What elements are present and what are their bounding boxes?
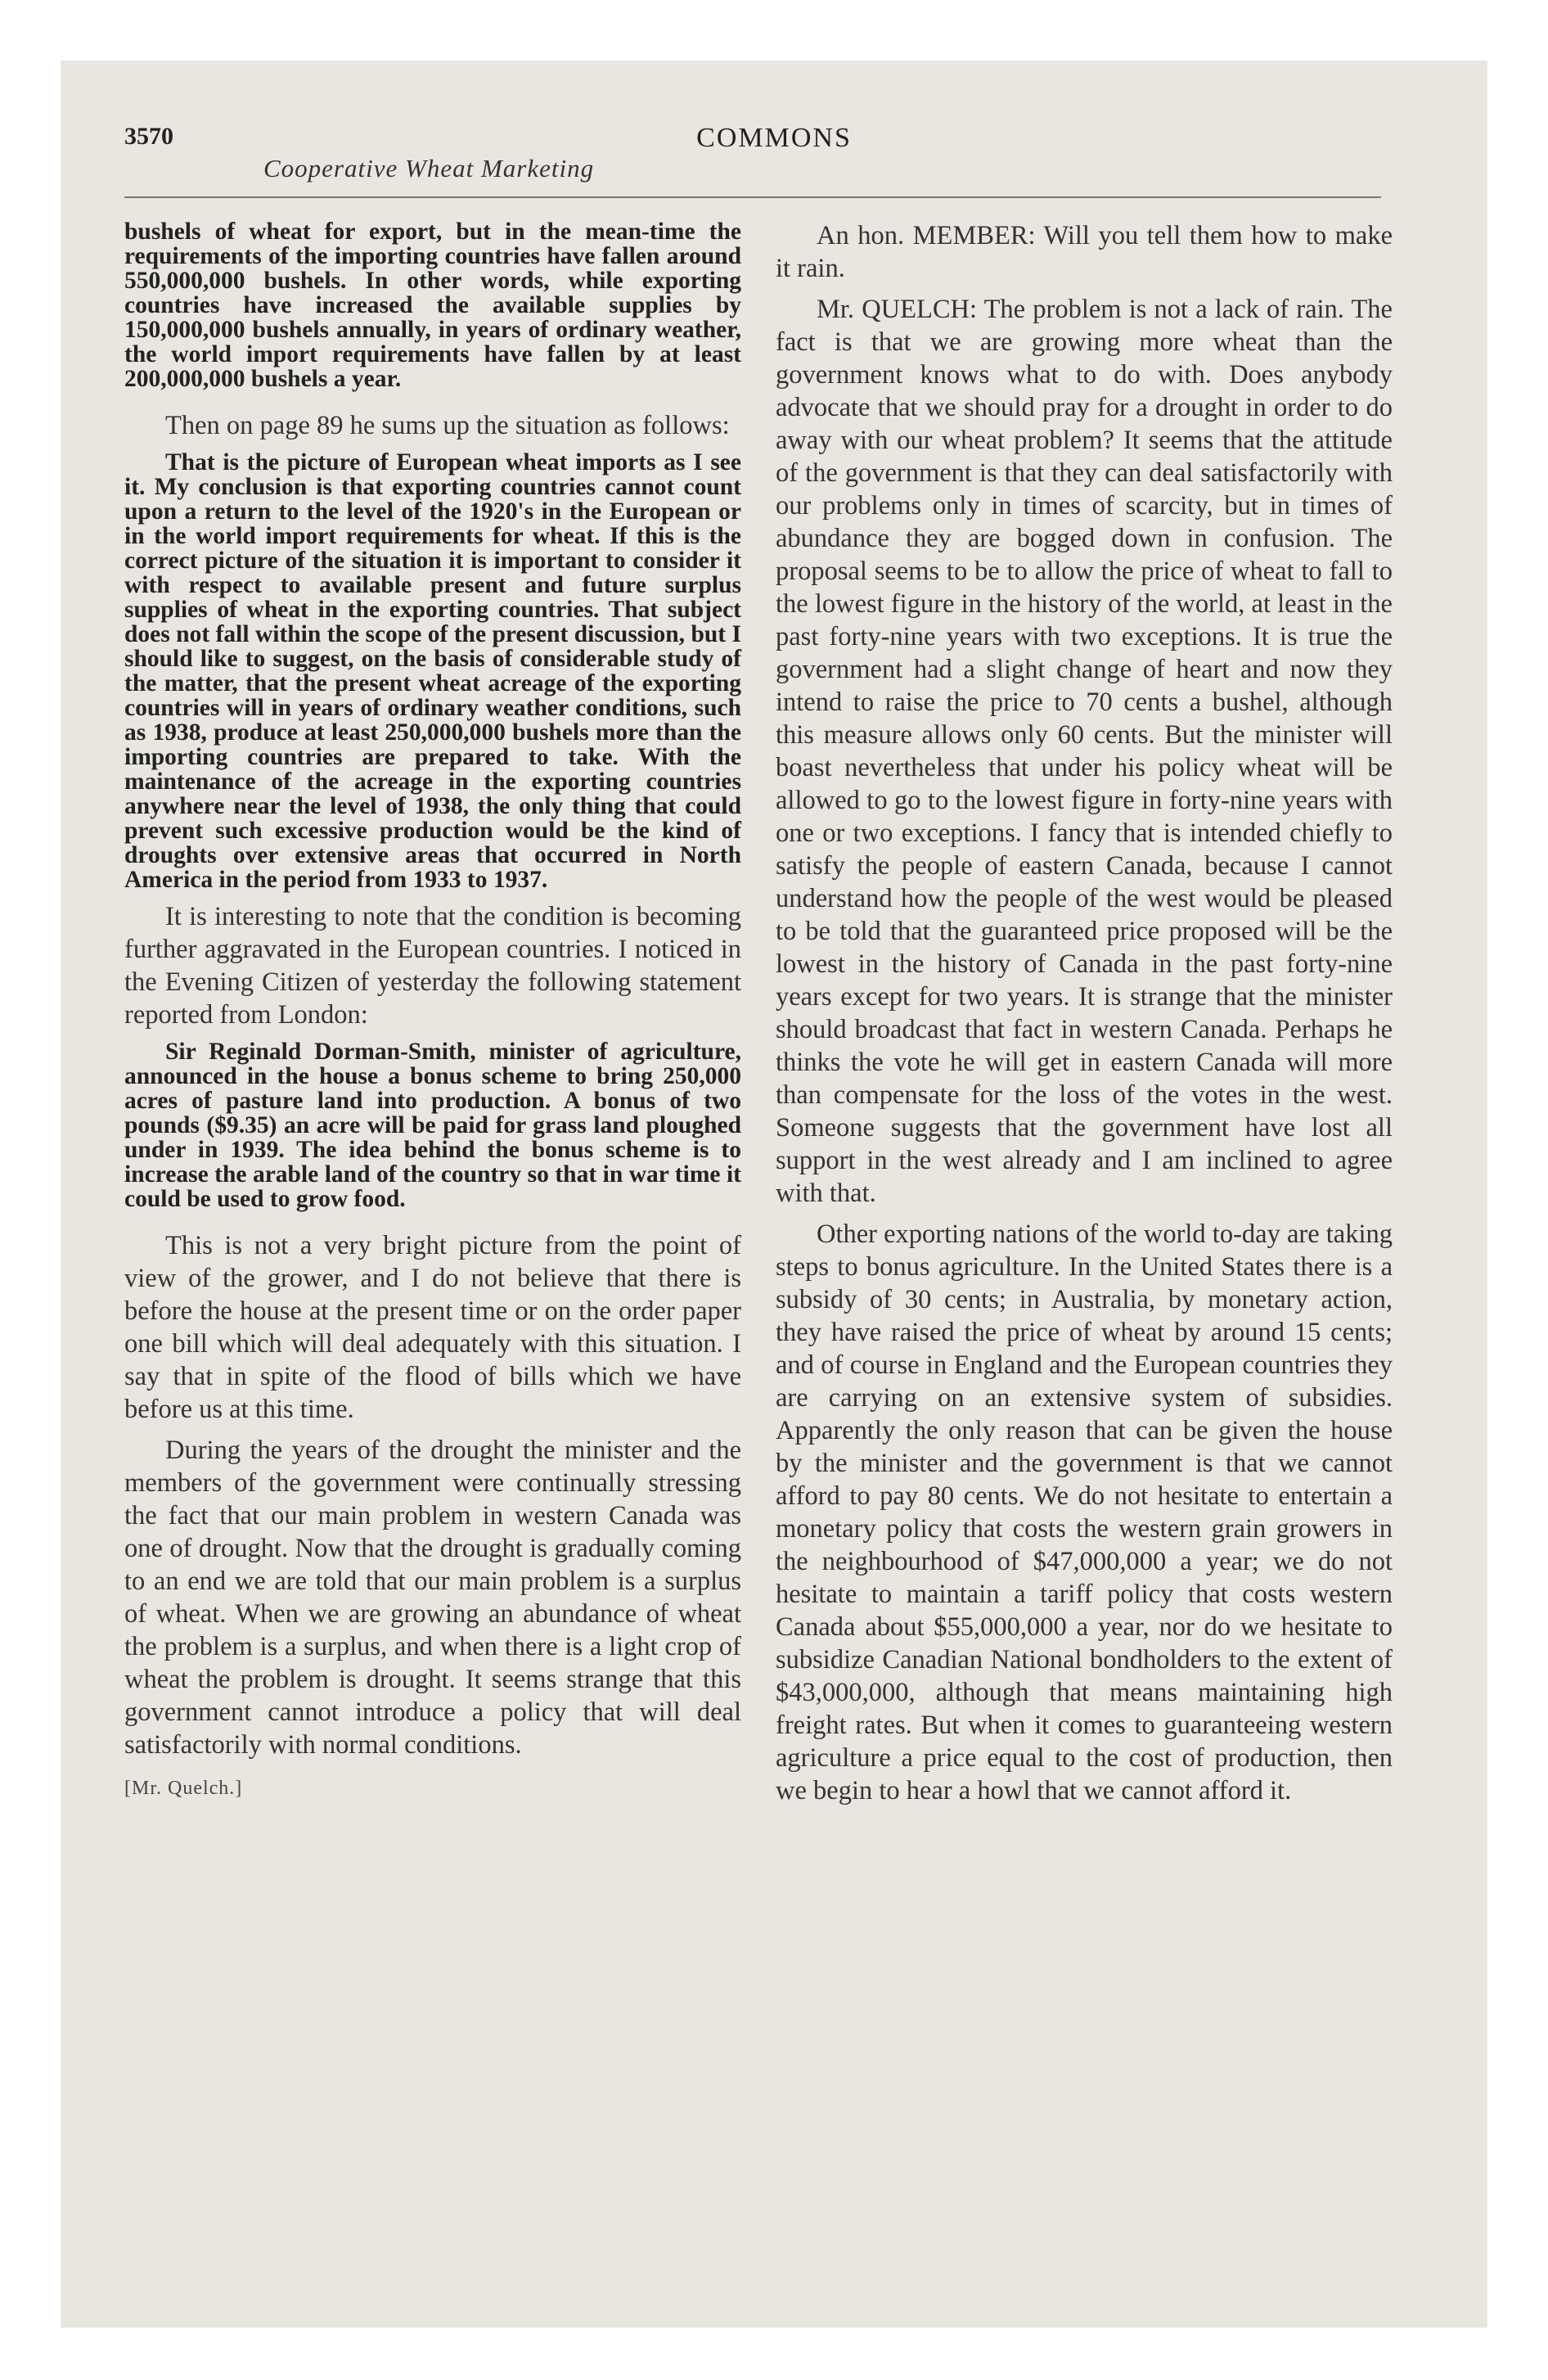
body-paragraph: During the years of the drought the minister and the members of the government were continually stressing the fact that our main problem in western Canada was one of drought. Now that the drought is gradually coming to an end we are told that our main problem is a surplus of wheat. When we are growing an abundance of wheat the problem is a surplus, and when there is a light crop of wheat the problem is drought. It seems strange that this government cannot introduce a policy that will deal satisfactorily with normal conditions. [124, 1436, 741, 1760]
left-column [124, 219, 741, 1800]
quoted-passage: bushels of wheat for export, but in the mean-time the requirements of the importing countries have fallen around 550,000,000 bushels. In other words, while exporting countries have increased the available supplies by 150,000,000 bushels annually, in years of ordinary weather, the world import requirements have fallen by at least 200,000,000 bushels a year. [124, 219, 741, 392]
body-paragraph: This is not a very bright picture from the point of view of the grower, and I do not believe that there is before the house at the present time or on the order paper one bill which will deal adequately with this situation. I say that in spite of the flood of bills which we have before us at this time. [124, 1231, 741, 1424]
page-heading: COMMONS [696, 123, 852, 153]
body-paragraph: It is interesting to note that the condition is becoming further aggravated in the European countries. I noticed in the Evening Citizen of yesterday the following statement reported from London: [124, 902, 741, 1030]
body-paragraph: Then on page 89 he sums up the situation as follows: [165, 411, 730, 440]
quoted-passage: Sir Reginald Dorman-Smith, minister of agriculture, announced in the house a bonus scheme to bring 250,000 acres of pasture land into production. A bonus of two pounds ($9.35) an acre will be paid for grass land ploughed under in 1939. The idea behind the bonus scheme is to increase the arable land of the country so that in war time it could be used to grow food. [124, 1039, 741, 1212]
body-paragraph: An hon. MEMBER: Will you tell them how to make it rain. [776, 221, 1393, 283]
page-number: 3570 [124, 123, 173, 150]
quoted-passage: That is the picture of European wheat imports as I see it. My conclusion is that exporting countries cannot count upon a return to the level of the 1920's in the European or in the world import requirements for wheat. If this is the correct picture of the situation it is important to consider it with respect to available present and future surplus supplies of wheat in the exporting countries. That subject does not fall within the scope of the present discussion, but I should like to suggest, on the basis of considerable study of the matter, that the present wheat acreage of the exporting countries will in years of ordinary weather conditions, such as 1938, produce at least 250,000,000 bushels more than the importing countries are prepared to take. With the maintenance of the acreage in the exporting countries anywhere near the level of 1938, the only thing that could prevent such excessive production would be the kind of droughts over extensive areas that occurred in North America in the period from 1933 to 1937. [124, 449, 741, 893]
speaker-reference: [Mr. Quelch.] [124, 1778, 243, 1799]
body-paragraph: Mr. QUELCH: The problem is not a lack of rain. The fact is that we are growing more wheat than the government knows what to do with. Does anybody advocate that we should pray for a drought in order to do away with our wheat problem? It seems that the attitude of the government is that they can deal satisfactorily with our problems only in times of scarcity, but in times of abundance they are bogged down in confusion. The proposal seems to be to allow the price of wheat to fall to the lowest figure in the history of the world, at least in the past forty-nine years with two exceptions. It is true the government had a slight change of heart and now they intend to raise the price to 70 cents a bushel, although this measure allows only 60 cents. But the minister will boast nevertheless that under his policy wheat will be allowed to go to the lowest figure in forty-nine years with one or two exceptions. I fancy that is intended chiefly to satisfy the people of eastern Canada, because I cannot understand how the people of the west would be pleased to be told that the guaranteed price proposed will be the lowest in the history of Canada in the past forty-nine years except for two years. It is strange that the minister should broadcast that fact in western Canada. Perhaps he thinks the vote he will get in eastern Canada will more than compensate for the loss of the votes in the west. Someone suggests that the government have lost all support in the west already and I am inclined to agree with that. [776, 295, 1393, 1208]
body-paragraph: Other exporting nations of the world to-day are taking steps to bonus agriculture. In the United States there is a subsidy of 30 cents; in Australia, by monetary action, they have raised the price of wheat by around 15 cents; and of course in England and the European countries they are carrying on an extensive system of subsidies. Apparently the only reason that can be given the house by the minister and the government is that we cannot afford to pay 80 cents. We do not hesitate to entertain a monetary policy that costs the western grain growers in the neighbourhood of $47,000,000 a year; we do not hesitate to maintain a tariff policy that costs western Canada about $55,000,000 a year, nor do we hesitate to subsidize Canadian National bondholders to the extent of $43,000,000, although that means maintaining high freight rates. But when it comes to guaranteeing western agriculture a price equal to the cost of production, then we begin to hear a howl that we cannot afford it. [776, 1219, 1393, 1805]
right-column [776, 219, 1393, 1807]
page-header [0, 123, 1548, 188]
page-subheading: Cooperative Wheat Marketing [263, 154, 595, 183]
header-rule [124, 196, 1381, 198]
